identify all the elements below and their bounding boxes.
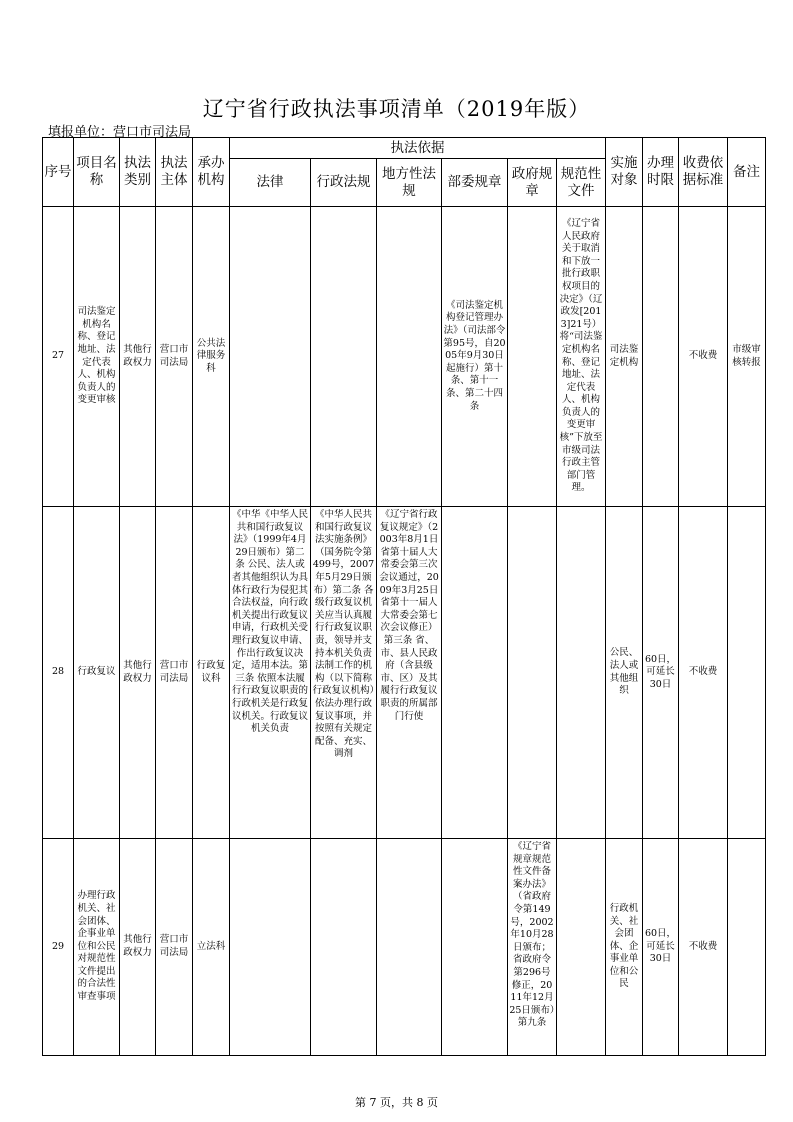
cell-seq: 29 bbox=[43, 839, 74, 1056]
cell-gov-rule bbox=[508, 207, 557, 507]
header-norm-doc: 规范性文件 bbox=[557, 159, 606, 207]
cell-seq: 27 bbox=[43, 207, 74, 507]
cell-category: 其他行政权力 bbox=[120, 207, 156, 507]
cell-name: 行政复议 bbox=[74, 507, 120, 839]
cell-admin-reg-text: 《中华人民共和国行政复议法实施条例》（国务院令第499号，2007年5月29日颁布）第二条 各级行政复议机关应当认真履行行政复议职责，领导并支持本机关负责法制工作的机构（以下简称行政复议机构）依法办理行政复议事项，并按照有关规定配备、充实、调剂 bbox=[312, 509, 375, 760]
cell-target: 行政机关、社会团体、企事业单位和公民 bbox=[606, 839, 643, 1056]
cell-local-reg bbox=[377, 839, 442, 1056]
cell-local-reg bbox=[377, 207, 442, 507]
cell-law bbox=[230, 507, 311, 839]
cell-name: 办理行政机关、社会团体、企事业单位和公民对规范性文件提出的合法性审查事项 bbox=[74, 839, 120, 1056]
enforcement-table bbox=[42, 137, 766, 1056]
header-target: 实施对象 bbox=[606, 138, 643, 207]
cell-category: 其他行政权力 bbox=[120, 839, 156, 1056]
header-row-1 bbox=[43, 138, 766, 159]
cell-category: 其他行政权力 bbox=[120, 507, 156, 839]
cell-fee-basis: 不收费 bbox=[679, 507, 728, 839]
header-local-reg: 地方性法规 bbox=[377, 159, 442, 207]
cell-fee-basis: 不收费 bbox=[679, 207, 728, 507]
cell-law bbox=[230, 207, 311, 507]
header-basis: 执法依据 bbox=[230, 138, 606, 159]
cell-law bbox=[230, 839, 311, 1056]
cell-law-text: 《中华《中华人民共和国行政复议法》（1999年4月29日颁布）第二条 公民、法人或者其他组织认为具体行政行为侵犯其合法权益，向行政机关提出行政复议申请，行政机关受理行政复议申请、作出行政复议决定，适用本法。第三条 依照本法履行行政复议职责的行政机关是行政复议机关。行政复议机关负责 bbox=[231, 509, 308, 735]
table-row bbox=[43, 207, 766, 507]
cell-remark bbox=[728, 839, 766, 1056]
header-gov-rule: 政府规章 bbox=[508, 159, 557, 207]
fill-unit: 填报单位：营口市司法局 bbox=[48, 125, 192, 140]
cell-gov-rule bbox=[508, 839, 557, 1056]
cell-admin-reg bbox=[311, 507, 377, 839]
cell-admin-reg bbox=[311, 207, 377, 507]
cell-subject: 营口市司法局 bbox=[156, 207, 193, 507]
cell-undertaker: 立法科 bbox=[193, 839, 230, 1056]
header-ministry-rule: 部委规章 bbox=[442, 159, 508, 207]
header-undertaker: 承办机构 bbox=[193, 138, 230, 207]
cell-admin-reg bbox=[311, 839, 377, 1056]
cell-remark bbox=[728, 507, 766, 839]
header-time-limit: 办理时限 bbox=[643, 138, 679, 207]
cell-seq: 28 bbox=[43, 507, 74, 839]
table-row bbox=[43, 839, 766, 1056]
cell-undertaker: 行政复议科 bbox=[193, 507, 230, 839]
header-remark: 备注 bbox=[728, 138, 766, 207]
table-row bbox=[43, 507, 766, 839]
header-seq: 序号 bbox=[43, 138, 74, 207]
cell-time-limit: 60日，可延长30日 bbox=[643, 507, 679, 839]
cell-norm-doc bbox=[557, 507, 606, 839]
cell-ministry-rule: 《司法鉴定机构登记管理办法》（司法部令第95号，自2005年9月30日起施行）第十条、第十一条、第二十四条 bbox=[442, 207, 508, 507]
cell-ministry-rule bbox=[442, 839, 508, 1056]
cell-local-reg bbox=[377, 507, 442, 839]
cell-gov-rule bbox=[508, 507, 557, 839]
page-footer: 第 7 页，共 8 页 bbox=[355, 1096, 438, 1109]
header-category: 执法类别 bbox=[120, 138, 156, 207]
cell-gov-rule-text: 《辽宁省规章规范性文件备案办法》（省政府令第149号，2002年10月28日颁布；省政府令第296号修正，2011年12月25日颁布）第九条 bbox=[509, 841, 555, 1029]
cell-subject: 营口市司法局 bbox=[156, 507, 193, 839]
cell-time-limit: 60日，可延长30日 bbox=[643, 839, 679, 1056]
header-name: 项目名称 bbox=[74, 138, 120, 207]
header-law: 法律 bbox=[230, 159, 311, 207]
page-title: 辽宁省行政执法事项清单（2019年版） bbox=[202, 97, 591, 121]
header-admin-reg: 行政法规 bbox=[311, 159, 377, 207]
cell-target: 公民、法人或其他组织 bbox=[606, 507, 643, 839]
header-fee-basis: 收费依据标准 bbox=[679, 138, 728, 207]
cell-fee-basis: 不收费 bbox=[679, 839, 728, 1056]
cell-norm-doc bbox=[557, 839, 606, 1056]
header-subject: 执法主体 bbox=[156, 138, 193, 207]
cell-norm-doc: 《辽宁省人民政府关于取消和下放一批行政职权项目的决定》（辽政发[2013]21号）将“司法鉴定机构名称、登记地址、法定代表人、机构负责人的变更审核”下放至市级司法行政主管部门管理。 bbox=[557, 207, 606, 507]
cell-subject: 营口市司法局 bbox=[156, 839, 193, 1056]
cell-remark: 市级审核转报 bbox=[728, 207, 766, 507]
cell-local-reg-text: 《辽宁省行政复议规定》（2003年8月1日省第十届人大常委会第三次会议通过，2009年3月25日省第十一届人大常委会第七次会议修正）第三条 省、市、县人民政府（含县级市、区）及其履行行政复议职责的所属部门行使 bbox=[379, 509, 439, 722]
cell-ministry-rule bbox=[442, 507, 508, 839]
cell-name: 司法鉴定机构名称、登记地址、法定代表人、机构负责人的变更审核 bbox=[74, 207, 120, 507]
cell-target: 司法鉴定机构 bbox=[606, 207, 643, 507]
cell-undertaker: 公共法律服务科 bbox=[193, 207, 230, 507]
cell-time-limit bbox=[643, 207, 679, 507]
